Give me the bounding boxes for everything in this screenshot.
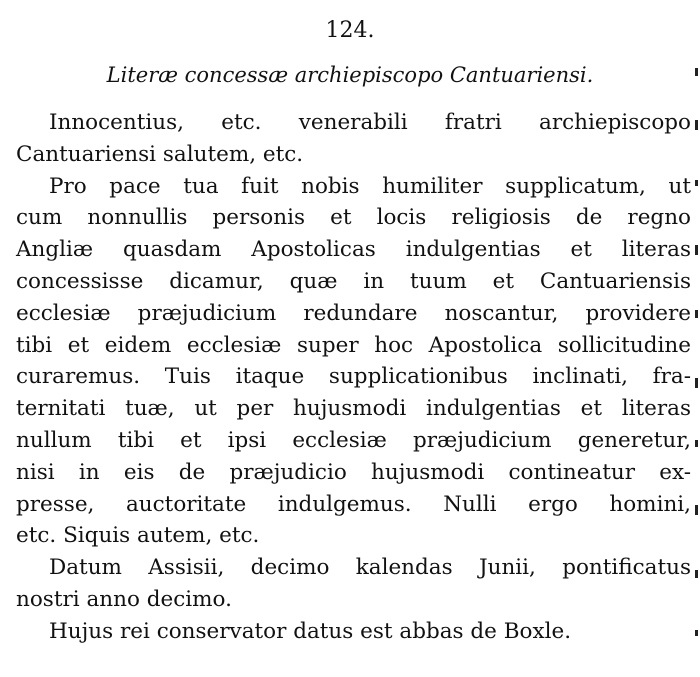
edge-mark [695, 120, 698, 130]
text-line: curaremus. Tuis itaque supplicationibus inclinati, fra- [16, 364, 691, 390]
text-line: concessisse dicamur, quæ in tuum et Cantuariensis [16, 268, 691, 294]
text-line: Innocentius, etc. venerabili fratri archiepiscopo [49, 110, 691, 135]
text-line: nullum tibi et ipsi ecclesiæ præjudicium generetur, [16, 427, 691, 453]
page-number: 124. [325, 18, 375, 43]
edge-mark [695, 630, 698, 636]
document-body [16, 107, 691, 648]
edge-mark [695, 570, 698, 578]
text-line: Cantuariensi salutem, etc. [16, 141, 304, 167]
edge-mark [695, 505, 698, 515]
text-line: nisi in eis de præjudicio hujusmodi contineatur ex- [16, 459, 691, 485]
edge-mark [695, 245, 698, 255]
text-line: tibi et eidem ecclesiæ super hoc Apostolica sollicitudine [16, 332, 691, 358]
document-title: Literæ concessæ archiepiscopo Cantuariensi. [106, 63, 594, 87]
edge-mark [695, 180, 698, 186]
text-line: Angliæ quasdam Apostolicas indulgentias et literas [16, 237, 691, 263]
edge-mark [695, 68, 698, 76]
edge-mark [695, 440, 698, 447]
text-line: Datum Assisii, decimo kalendas Junii, pontificatus [49, 555, 691, 581]
edge-mark [695, 310, 698, 318]
text-line: cum nonnullis personis et locis religiosis de regno [16, 205, 691, 231]
text-line: presse, auctoritate indulgemus. Nulli ergo homini, [16, 491, 691, 517]
text-line: ecclesiæ præjudicium redundare noscantur, providere [16, 300, 691, 326]
text-line: nostri anno decimo. [16, 586, 232, 612]
text-line: Hujus rei conservator datus est abbas de Boxle. [49, 618, 572, 644]
edge-mark [695, 378, 698, 388]
text-line: ternitati tuæ, ut per hujusmodi indulgentias et literas [16, 396, 691, 422]
text-line: Pro pace tua fuit nobis humiliter supplicatum, ut [49, 173, 691, 199]
text-line: etc. Siquis autem, etc. [16, 523, 260, 549]
page-edge-marks [692, 60, 700, 660]
